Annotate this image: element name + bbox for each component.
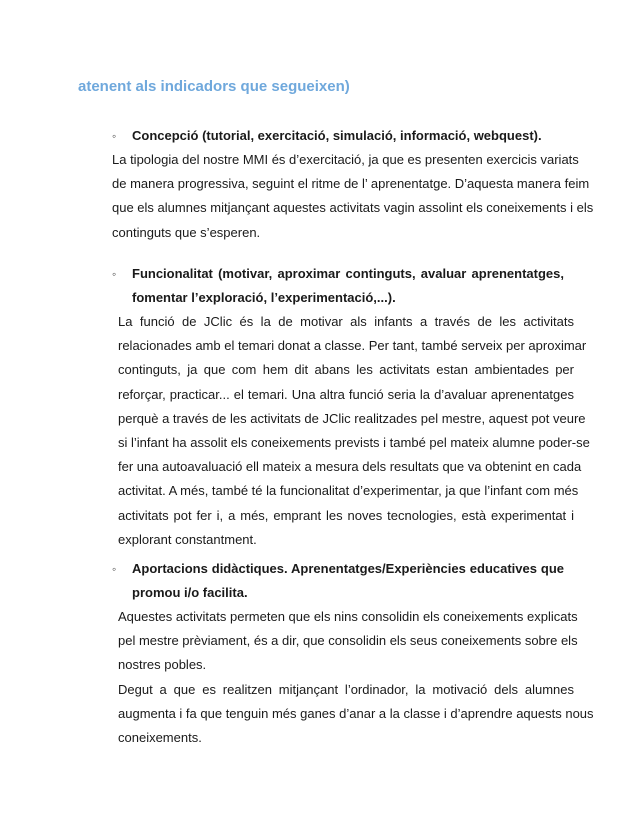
section-concepcio: [112, 124, 594, 245]
bullet-item: [112, 124, 574, 148]
text-line: activitat. A més, també té la funcionalitat d’experimentar, ja que l’infant com més: [118, 483, 579, 499]
text-line: coneixements.: [118, 730, 202, 746]
bullet-icon: ◦: [112, 267, 117, 281]
bullet-title: Funcionalitat (motivar, aproximar continguts, avaluar aprenentatges,: [132, 266, 564, 281]
text-line: Degut a que es realitzen mitjançant l’ordinador, la motivació dels alumnes: [118, 681, 574, 697]
bullet-title-continuation: promou i/o facilita.: [132, 585, 248, 600]
text-line: de manera progressiva, seguint el ritme de l’ aprenentatge. D’aquesta manera feim: [112, 176, 590, 192]
section-heading: atenent als indicadors que segueixen): [78, 78, 350, 95]
text-line: La tipologia del nostre MMI és d’exercitació, ja que es presenten exercicis variats: [112, 152, 579, 167]
section-aportacions: [112, 557, 594, 750]
text-line: relacionades amb el temari donat a classe. Per tant, també serveix per aproximar: [118, 338, 587, 354]
text-line: fer una autoavaluació ell mateix a mesura dels resultats que va obtenint en cada: [118, 459, 582, 475]
section-funcionalitat: [112, 262, 590, 552]
paragraph: [118, 605, 578, 678]
text-line: nostres pobles.: [118, 657, 207, 673]
text-line: que els alumnes mitjançant aquestes activitats vagin assolint els coneixements i els: [112, 200, 594, 216]
paragraph: [118, 678, 594, 751]
bullet-title: Aportacions didàctiques. Aprenentatges/Experiències educatives que: [132, 561, 564, 576]
text-line: activitats pot fer i, a més, emprant les noves tecnologies, està experimentat i: [118, 507, 574, 523]
text-line: Aquestes activitats permeten que els nins consolidin els coneixements explicats: [118, 609, 578, 624]
paragraph: [118, 310, 590, 552]
bullet-title-continuation: fomentar l’exploració, l’experimentació,...).: [132, 290, 396, 305]
text-line: si l’infant ha assolit els coneixements prevists i també pel mateix alumne poder-se: [118, 435, 590, 451]
paragraph: [112, 148, 594, 245]
text-line: pel mestre prèviament, és a dir, que consolidin els seus coneixements sobre els: [118, 633, 578, 649]
bullet-title: Concepció (tutorial, exercitació, simulació, informació, webquest).: [132, 128, 542, 143]
bullet-icon: ◦: [112, 562, 117, 576]
bullet-item: [112, 557, 564, 581]
text-line: reforçar, practicar... el temari. Una altra funció seria la d’avaluar aprenentatges: [118, 386, 574, 402]
text-line: perquè a través de les activitats de JClic realitzades pel mestre, aquest pot veure: [118, 410, 586, 426]
text-line: continguts que s’esperen.: [112, 224, 261, 240]
bullet-item: [112, 262, 564, 286]
text-line: continguts, ja que com hem dit abans les activitats estan ambientades per: [118, 362, 574, 378]
bullet-icon: ◦: [112, 129, 117, 143]
text-line: La funció de JClic és la de motivar als infants a través de les activitats: [118, 314, 574, 329]
text-line: augmenta i fa que tenguin més ganes d’anar a la classe i d’aprendre aquests nous: [118, 705, 594, 721]
text-line: explorant constantment.: [118, 531, 257, 547]
